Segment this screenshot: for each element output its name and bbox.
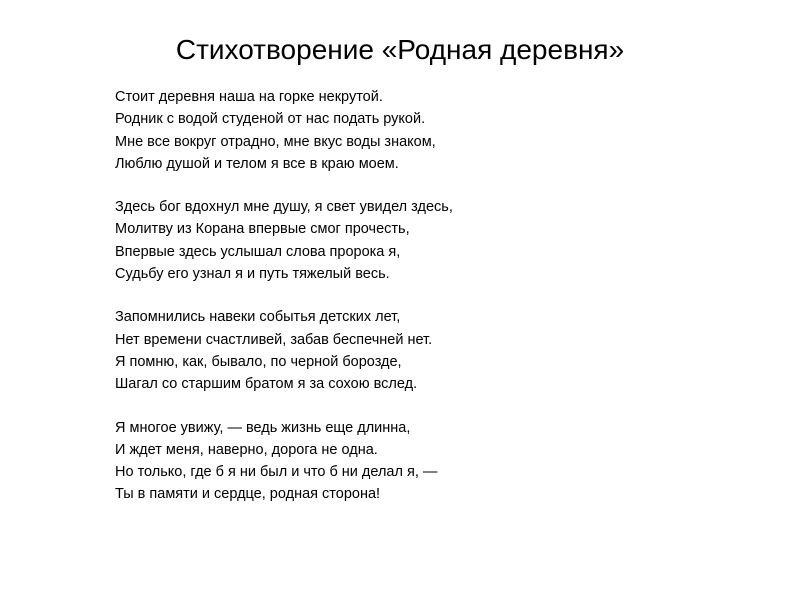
poem-line: Стоит деревня наша на горке некрутой. [115,89,383,105]
poem-line: Родник с водой студеной от нас подать рукой. [115,111,426,128]
poem-line: Судьбу его узнал я и путь тяжелый весь. [115,266,390,283]
poem-line: Здесь бог вдохнул мне душу, я свет увидел здесь, [115,199,453,216]
stanza-2 [115,196,755,285]
stanza-1 [115,86,755,175]
stanza-3 [115,306,755,395]
poem-line: Я помню, как, бывало, по черной борозде, [115,353,402,370]
poem-line: И ждет меня, наверно, дорога не одна. [115,441,378,458]
poem-line: Мне все вокруг отрадно, мне вкус воды знаком, [115,133,436,150]
poem-line: Люблю душой и телом я все в краю моем. [115,155,399,172]
poem-body [115,86,755,527]
page-title: Стихотворение «Родная деревня» [175,34,625,65]
poem-line: Нет времени счастливей, забав беспечней нет. [115,331,433,348]
poem-line: Запомнились навеки событья детских лет, [115,309,401,326]
stanza-4 [115,417,755,506]
poem-line: Впервые здесь услышал слова пророка я, [115,243,401,260]
poem-line: Я многое увижу, — ведь жизнь еще длинна, [115,419,411,436]
poem-line: Молитву из Корана впервые смог прочесть, [115,221,410,238]
poem-line: Но только, где б я ни был и что б ни делал я, — [115,464,438,481]
poem-line: Ты в памяти и сердце, родная сторона! [115,486,381,503]
poem-line: Шагал со старшим братом я за сохою вслед. [115,376,418,393]
